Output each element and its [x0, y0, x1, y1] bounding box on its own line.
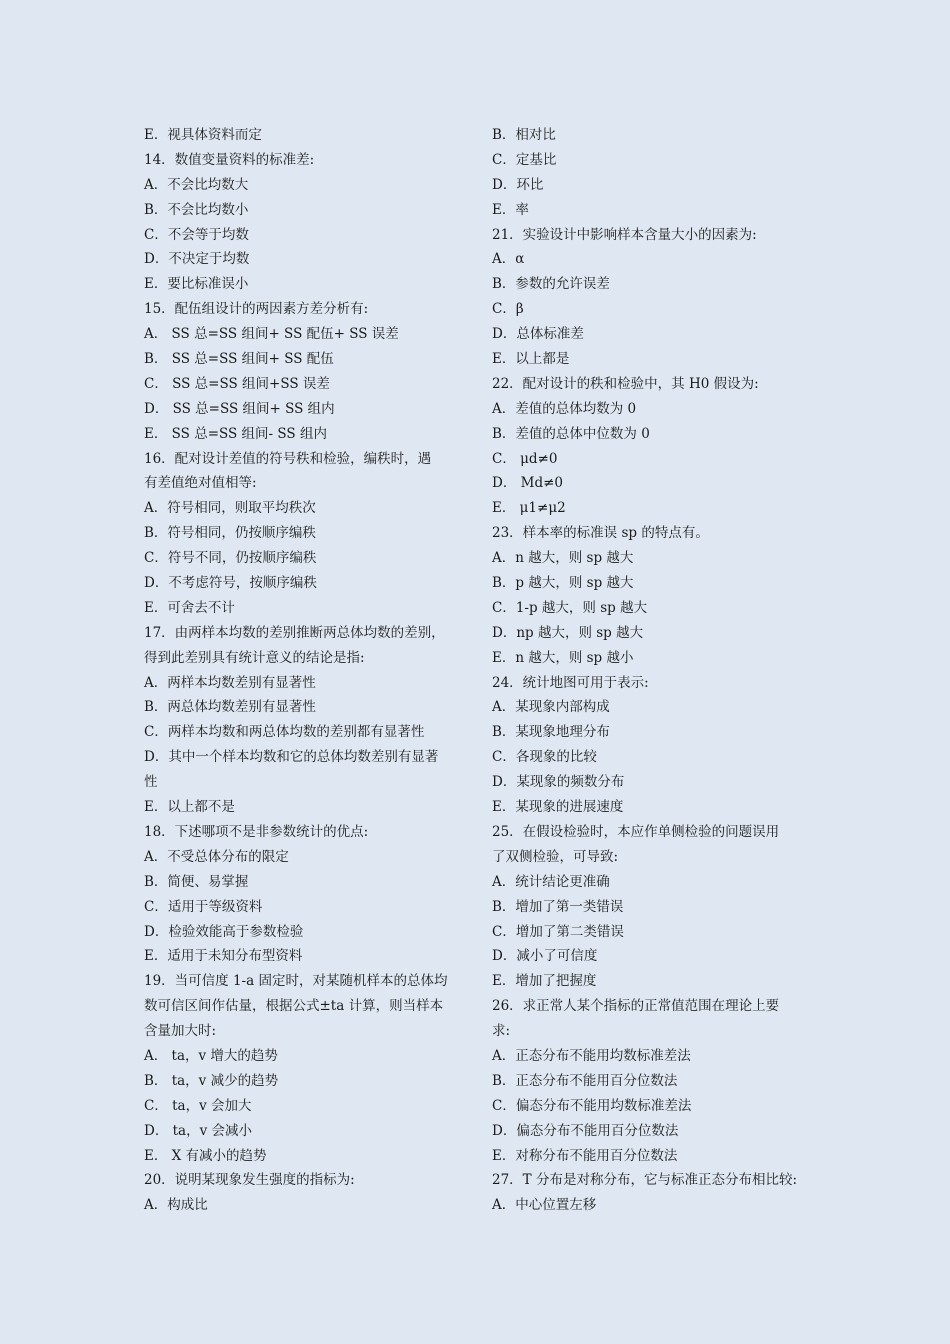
text-line: E．视具体资料而定 — [144, 127, 262, 143]
text-line: E．对称分布不能用百分位数法 — [492, 1147, 678, 1164]
text-line: E．要比标准误小 — [144, 276, 249, 293]
text-line: C．符号不同，仍按顺序编秩 — [144, 550, 317, 567]
text-line: A．α — [492, 251, 525, 268]
text-line: 14．数值变量资料的标准差: — [144, 151, 315, 168]
text-line: D． Md≠0 — [492, 475, 563, 492]
text-line: B．相对比 — [492, 127, 556, 143]
text-line: B．增加了第一类错误 — [492, 898, 624, 915]
text-line: A．统计结论更准确 — [492, 873, 610, 890]
text-line: A．中心位置左移 — [492, 1197, 597, 1214]
text-line: 求: — [492, 1023, 511, 1040]
text-line: B．符号相同，仍按顺序编秩 — [144, 525, 316, 542]
text-line: E．以上都是 — [492, 351, 570, 368]
text-line: C． ta，v 会加大 — [144, 1097, 252, 1114]
text-line: B．两总体均数差别有显著性 — [144, 699, 316, 716]
text-line: 22．配对设计的秩和检验中，其 H0 假设为: — [492, 375, 759, 392]
text-line: 20．说明某现象发生强度的指标为: — [144, 1172, 355, 1189]
text-line: B．正态分布不能用百分位数法 — [492, 1072, 678, 1089]
text-line: E．某现象的进展速度 — [492, 799, 624, 816]
text-line: E．适用于未知分布型资料 — [144, 948, 303, 965]
text-line: A．两样本均数差别有显著性 — [144, 674, 316, 691]
text-line: B．简便、易掌握 — [144, 873, 249, 890]
text-line: 23．样本率的标准误 sp 的特点有。 — [492, 525, 709, 542]
text-line: 18．下述哪项不是非参数统计的优点: — [144, 823, 369, 840]
text-line: 性 — [144, 774, 158, 791]
text-line: D． ta，v 会减小 — [144, 1122, 253, 1139]
text-line: D．不决定于均数 — [144, 251, 250, 268]
text-line: A．不受总体分布的限定 — [144, 848, 289, 865]
text-line: 26．求正常人某个指标的正常值范围在理论上要 — [492, 998, 780, 1015]
text-line: C．增加了第二类错误 — [492, 923, 624, 940]
text-line: A．某现象内部构成 — [492, 699, 610, 716]
text-line: E．率 — [492, 201, 529, 218]
text-line: B． ta，v 减少的趋势 — [144, 1072, 279, 1089]
text-line: B．差值的总体中位数为 0 — [492, 425, 650, 442]
text-line: D．某现象的频数分布 — [492, 774, 625, 791]
text-line: 了双侧检验，可导致: — [492, 848, 619, 865]
text-line: 数可信区间作估量，根据公式±ta 计算，则当样本 — [144, 998, 444, 1015]
text-line: B．某现象地理分布 — [492, 724, 610, 741]
text-line: A．符号相同，则取平均秩次 — [144, 500, 316, 517]
text-line: C．各现象的比较 — [492, 749, 597, 766]
text-line: B．不会比均数小 — [144, 201, 249, 218]
text-line: 24．统计地图可用于表示: — [492, 674, 649, 691]
text-line: E． SS 总=SS 组间- SS 组内 — [144, 425, 327, 442]
text-line: 15．配伍组设计的两因素方差分析有: — [144, 301, 369, 318]
text-line: 有差值绝对值相等: — [144, 475, 257, 492]
left-column — [144, 123, 474, 1218]
text-line: D．不考虑符号，按顺序编秩 — [144, 575, 317, 592]
text-line: E．n 越大，则 sp 越小 — [492, 649, 634, 666]
text-line: 得到此差别具有统计意义的结论是指: — [144, 649, 365, 666]
text-line: A．正态分布不能用均数标准差法 — [492, 1047, 691, 1064]
text-line: 17．由两样本均数的差别推断两总体均数的差别， — [144, 624, 445, 641]
text-line: C．定基比 — [492, 151, 557, 168]
text-line: E．以上都不是 — [144, 799, 235, 816]
text-line: D． SS 总=SS 组间+ SS 组内 — [144, 400, 335, 417]
text-line: 16．配对设计差值的符号秩和检验，编秩时，遇 — [144, 450, 432, 467]
text-line: A． ta，v 增大的趋势 — [144, 1047, 278, 1064]
text-line: C．偏态分布不能用均数标准差法 — [492, 1097, 692, 1114]
text-line: B．参数的允许误差 — [492, 276, 610, 293]
text-line: C． SS 总=SS 组间+SS 误差 — [144, 375, 330, 392]
text-line: A． SS 总=SS 组间+ SS 配伍+ SS 误差 — [144, 326, 399, 343]
text-line: 25．在假设检验时，本应作单侧检验的问题误用 — [492, 823, 780, 840]
text-line: C．β — [492, 301, 524, 318]
text-line: 19．当可信度 1-a 固定时，对某随机样本的总体均 — [144, 973, 448, 990]
text-line: E．可舍去不计 — [144, 599, 235, 616]
text-line: D．np 越大，则 sp 越大 — [492, 624, 644, 641]
text-line: C．适用于等级资料 — [144, 898, 263, 915]
text-line: B．p 越大，则 sp 越大 — [492, 575, 634, 592]
text-line: C． μd≠0 — [492, 450, 558, 467]
right-column — [492, 123, 822, 1218]
text-line: D．环比 — [492, 176, 544, 193]
text-line: C．两样本均数和两总体均数的差别都有显著性 — [144, 724, 425, 741]
text-line: C．1-p 越大，则 sp 越大 — [492, 599, 648, 616]
text-line: D．其中一个样本均数和它的总体均数差别有显著 — [144, 749, 439, 766]
text-line: E．增加了把握度 — [492, 973, 597, 990]
text-line: A．构成比 — [144, 1197, 208, 1214]
text-line: A．n 越大，则 sp 越大 — [492, 550, 634, 567]
text-line: D．减小了可信度 — [492, 948, 598, 965]
text-line: A．不会比均数大 — [144, 176, 249, 193]
text-line: 27．T 分布是对称分布，它与标准正态分布相比较: — [492, 1172, 798, 1189]
text-line: 21．实验设计中影响样本含量大小的因素为: — [492, 226, 757, 243]
text-line: E． μ1≠μ2 — [492, 500, 566, 517]
text-line: B． SS 总=SS 组间+ SS 配伍 — [144, 351, 334, 368]
text-line: E． X 有减小的趋势 — [144, 1147, 267, 1164]
text-line: D．偏态分布不能用百分位数法 — [492, 1122, 679, 1139]
text-line: D．检验效能高于参数检验 — [144, 923, 304, 940]
text-line: D．总体标准差 — [492, 326, 584, 343]
text-line: 含量加大时: — [144, 1023, 217, 1040]
text-line: C．不会等于均数 — [144, 226, 249, 243]
text-line: A．差值的总体均数为 0 — [492, 400, 637, 417]
